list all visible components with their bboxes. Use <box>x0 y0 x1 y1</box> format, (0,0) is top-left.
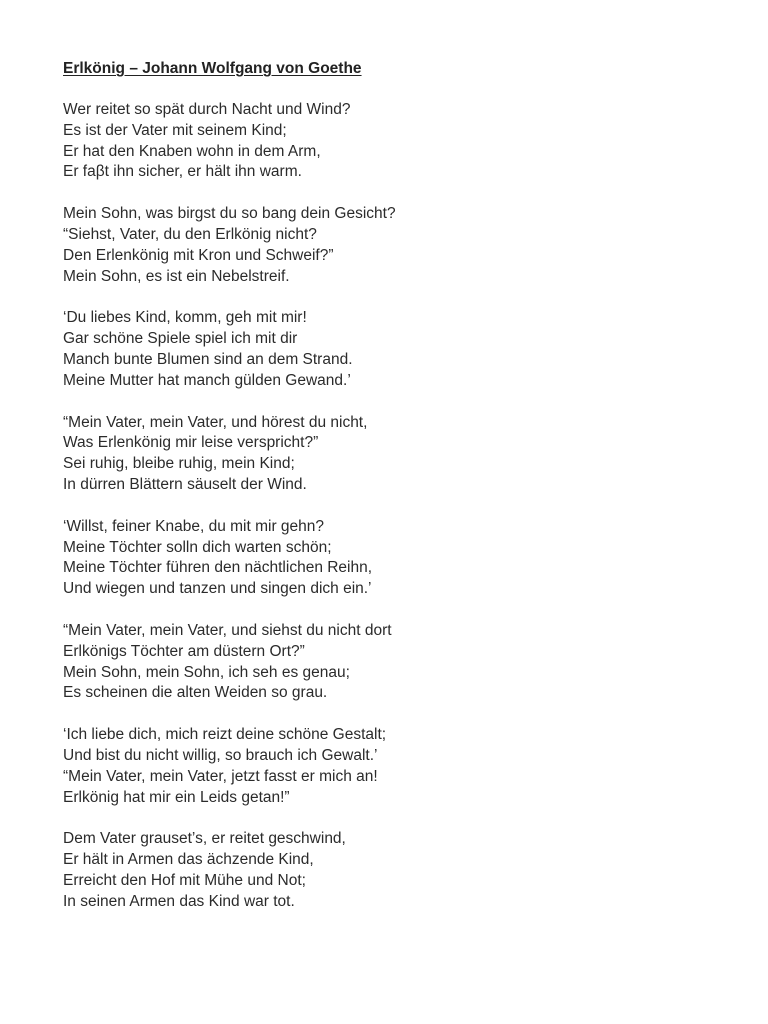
poem-line: Er faβt ihn sicher, er hält ihn warm. <box>63 163 302 181</box>
poem-line: Und wiegen und tanzen und singen dich ein.’ <box>63 580 372 598</box>
poem-line: “Mein Vater, mein Vater, und hörest du nicht, <box>63 413 368 431</box>
stanza-4 <box>63 413 723 496</box>
poem-line: Er hält in Armen das ächzende Kind, <box>63 851 314 869</box>
poem-line: Meine Mutter hat manch gülden Gewand.’ <box>63 371 351 389</box>
poem-title: Erlkönig – Johann Wolfgang von Goethe <box>63 60 362 77</box>
stanza-1 <box>63 100 723 183</box>
poem-line: In seinen Armen das Kind war tot. <box>63 892 295 910</box>
poem-line: Manch bunte Blumen sind an dem Strand. <box>63 350 353 368</box>
poem-line: ‘Ich liebe dich, mich reizt deine schöne Gestalt; <box>63 726 387 744</box>
poem-line: Und bist du nicht willig, so brauch ich Gewalt.’ <box>63 746 378 764</box>
stanza-6 <box>63 621 723 704</box>
poem-line: Gar schöne Spiele spiel ich mit dir <box>63 330 298 348</box>
poem-line: ‘Willst, feiner Knabe, du mit mir gehn? <box>63 517 325 535</box>
poem-line: “Mein Vater, mein Vater, und siehst du nicht dort <box>63 621 392 639</box>
poem-line: Mein Sohn, mein Sohn, ich seh es genau; <box>63 663 350 681</box>
poem-line: Mein Sohn, was birgst du so bang dein Gesicht? <box>63 205 396 223</box>
stanza-5 <box>63 517 723 600</box>
poem-line: Es scheinen die alten Weiden so grau. <box>63 684 328 702</box>
poem-line: Den Erlenkönig mit Kron und Schweif?” <box>63 246 334 264</box>
poem-line: “Mein Vater, mein Vater, jetzt fasst er mich an! <box>63 767 378 785</box>
poem-line: Sei ruhig, bleibe ruhig, mein Kind; <box>63 455 295 473</box>
stanza-7 <box>63 725 723 808</box>
poem-line: “Siehst, Vater, du den Erlkönig nicht? <box>63 225 317 243</box>
stanza-8 <box>63 829 723 912</box>
poem-content <box>63 58 723 934</box>
poem-line: Erreicht den Hof mit Mühe und Not; <box>63 871 306 889</box>
poem-line: Er hat den Knaben wohn in dem Arm, <box>63 142 321 160</box>
poem-body <box>63 100 723 913</box>
poem-line: Wer reitet so spät durch Nacht und Wind? <box>63 101 351 118</box>
poem-line: Es ist der Vater mit seinem Kind; <box>63 121 287 139</box>
poem-line: Erlkönigs Töchter am düstern Ort?” <box>63 642 305 660</box>
poem-line: Was Erlenkönig mir leise verspricht?” <box>63 434 319 452</box>
poem-line: Meine Töchter führen den nächtlichen Reihn, <box>63 559 373 577</box>
stanza-2 <box>63 204 723 287</box>
poem-line: In dürren Blättern säuselt der Wind. <box>63 475 307 493</box>
poem-line: ‘Du liebes Kind, komm, geh mit mir! <box>63 309 307 327</box>
poem-line: Dem Vater grauset’s, er reitet geschwind, <box>63 830 346 848</box>
poem-line: Mein Sohn, es ist ein Nebelstreif. <box>63 267 290 285</box>
poem-line: Erlkönig hat mir ein Leids getan!” <box>63 788 290 806</box>
stanza-3 <box>63 308 723 391</box>
poem-line: Meine Töchter solln dich warten schön; <box>63 538 332 556</box>
